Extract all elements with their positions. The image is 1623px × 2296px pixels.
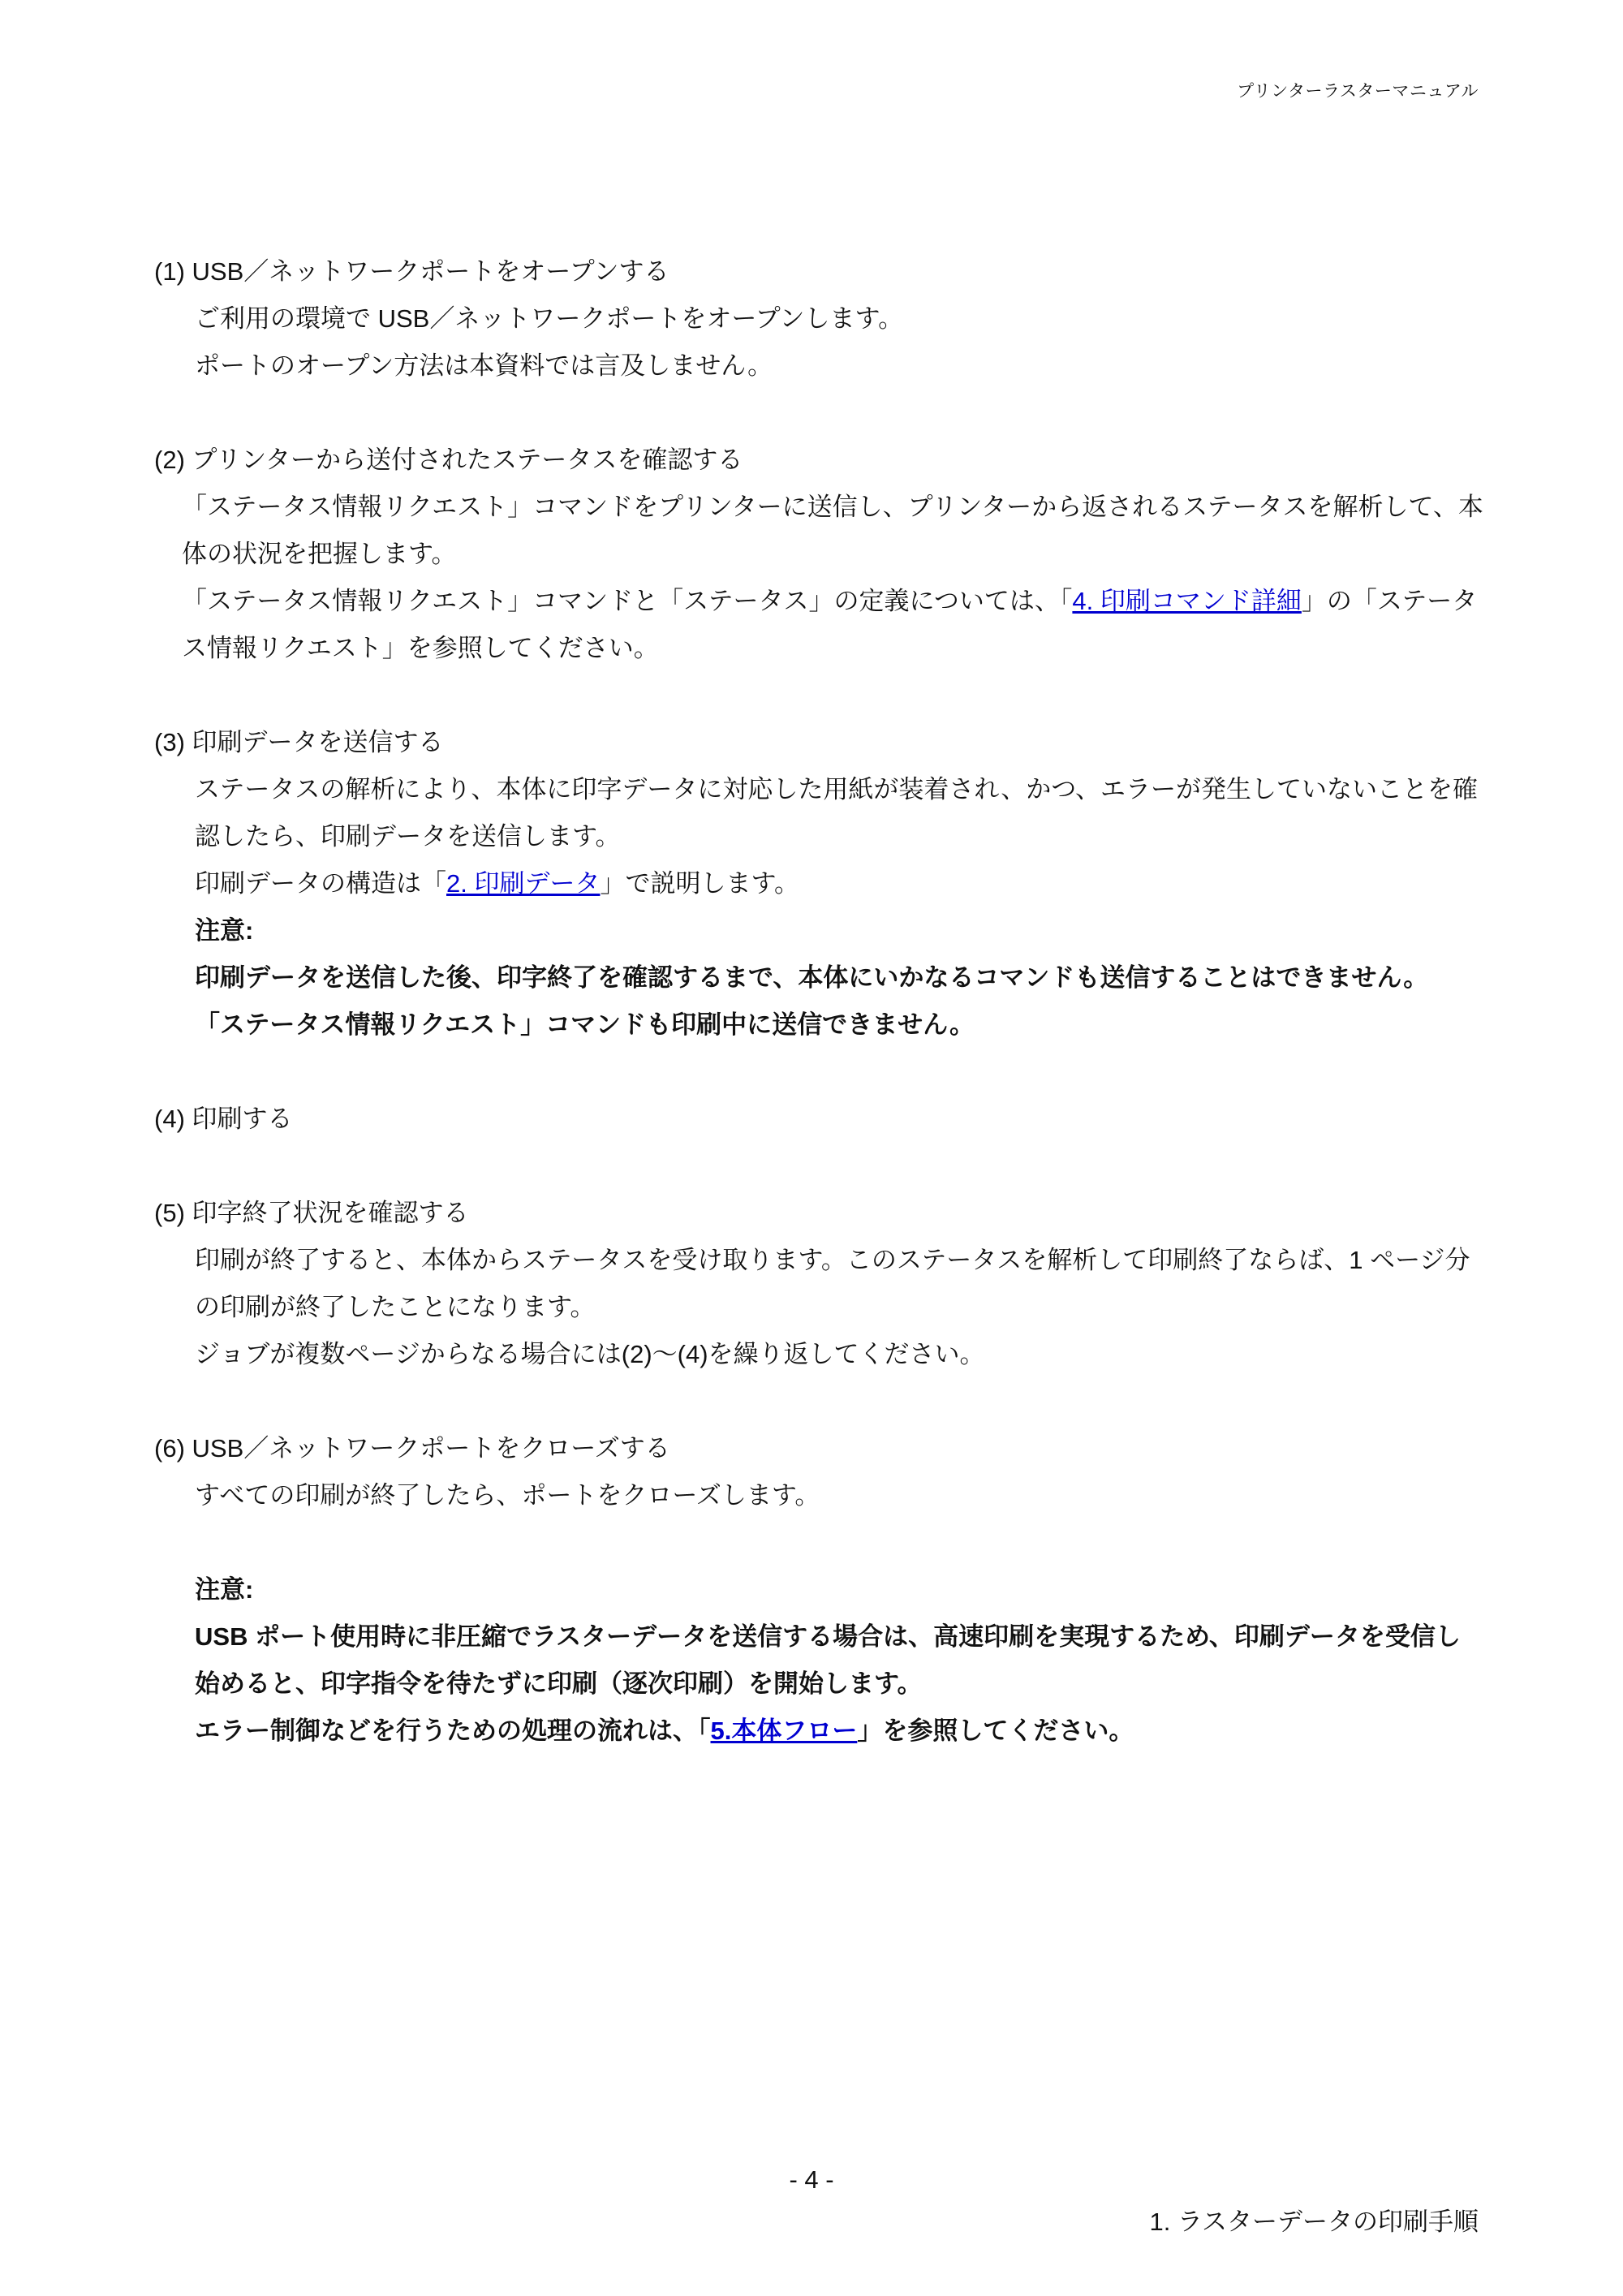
step-2-paragraph-2: [154, 578, 1485, 672]
step-6-note-paragraph-2: [154, 1708, 1485, 1755]
step-6-note-paragraph-1: USB ポート使用時に非圧縮でラスターデータを送信する場合は、高速印刷を実現するため、印刷データを受信し始めると、印字指令を待たずに印刷（逐次印刷）を開始します。: [195, 1622, 1461, 1698]
step-2-paragraph-2-suffix: 」の「ステータス情報リクエスト」を参照してください。: [182, 587, 1478, 662]
step-6-note-paragraph-2-suffix: 」を参照してください。: [857, 1717, 1134, 1745]
step-2-section: [154, 437, 1485, 672]
step-5-heading: (5) 印字終了状況を確認する: [154, 1199, 469, 1227]
step-6-note-label: 注意:: [195, 1575, 254, 1604]
step-3-paragraph-2-suffix: 」で説明します。: [600, 869, 799, 898]
step-5-paragraph-1: 印刷が終了すると、本体からステータスを受け取ります。このステータスを解析して印刷終了ならば、1 ページ分の印刷が終了したことになります。: [195, 1246, 1470, 1321]
step-3-note-line-2: 「ステータス情報リクエスト」コマンドも印刷中に送信できません。: [195, 1010, 975, 1039]
step-1-text-line2: ポートのオープン方法は本資料では言及しません。: [195, 351, 773, 380]
step-6-section: [154, 1425, 1485, 1755]
step-1-section: [154, 248, 1485, 390]
step-3-note-label: 注意:: [195, 916, 254, 945]
document-body: [154, 248, 1485, 1802]
step-3-paragraph-2: [154, 860, 1485, 907]
step-1-heading: (1) USB／ネットワークポートをオープンする: [154, 257, 669, 286]
page-number: - 4 -: [789, 2165, 834, 2194]
step-3-paragraph-1: ステータスの解析により、本体に印字データに対応した用紙が装着され、かつ、エラーが発生していないことを確認したら、印刷データを送信します。: [195, 775, 1478, 851]
step-3-section: [154, 719, 1485, 1049]
step-3-note-line-1: 印刷データを送信した後、印字終了を確認するまで、本体にいかなるコマンドも送信することはできません。: [195, 963, 1429, 992]
step-6-paragraph-1: すべての印刷が終了したら、ポートをクローズします。: [195, 1481, 820, 1510]
step-5-paragraph-2: ジョブが複数ページからなる場合には(2)～(4)を繰り返してください。: [195, 1340, 985, 1368]
step-3-paragraph-2-prefix: 印刷データの構造は「: [195, 869, 446, 898]
step-2-paragraph-2-prefix: 「ステータス情報リクエスト」コマンドと「ステータス」の定義については、「: [182, 587, 1073, 615]
step-4-heading: (4) 印刷する: [154, 1105, 293, 1133]
step-4-section: [154, 1096, 1485, 1143]
link-print-data[interactable]: 2. 印刷データ: [446, 869, 601, 898]
step-3-heading: (3) 印刷データを送信する: [154, 728, 444, 756]
blank-line: [154, 1519, 1485, 1566]
step-5-section: [154, 1190, 1485, 1378]
link-main-unit-flow[interactable]: 5.本体フロー: [710, 1717, 858, 1745]
running-header-title: プリンターラスターマニュアル: [1237, 82, 1479, 101]
step-6-heading: (6) USB／ネットワークポートをクローズする: [154, 1434, 670, 1462]
step-2-heading: (2) プリンターから送付されたステータスを確認する: [154, 446, 743, 474]
footer-chapter-title: 1. ラスターデータの印刷手順: [1149, 2208, 1479, 2236]
step-6-note-paragraph-2-prefix: エラー制御などを行うための処理の流れは、「: [195, 1717, 711, 1745]
link-print-command-details[interactable]: 4. 印刷コマンド詳細: [1072, 587, 1302, 615]
step-1-text-line1: ご利用の環境で USB／ネットワークポートをオープンします。: [195, 304, 904, 333]
step-2-paragraph-1: 「ステータス情報リクエスト」コマンドをプリンターに送信し、プリンターから返されるステータスを解析して、本体の状況を把握します。: [182, 493, 1483, 568]
